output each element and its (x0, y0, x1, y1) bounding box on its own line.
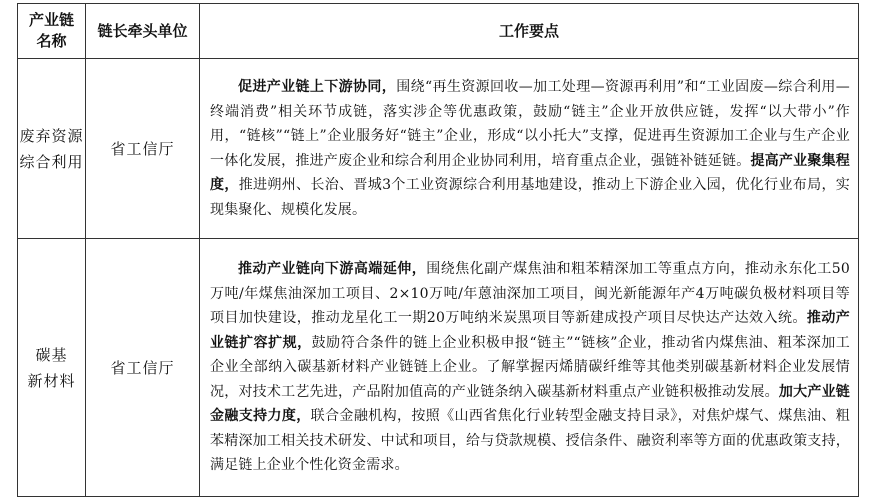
chain-category-line2: 新材料 (27, 371, 76, 390)
lead-unit: 省工信厅 (86, 239, 200, 497)
table-row (18, 239, 859, 497)
bold-heading: 加大产业链金融支持力度， (210, 383, 850, 425)
body-text: 联合金融机构，按照《山西省焦化行业转型金融支持目录》，对焦炉煤气、煤焦油、粗苯精深加工相关技术研发、中试和项目，给与贷款规模、授信条件、融资利率等方面的优惠政策支持，满足链上企业个性化资金需求。 (210, 408, 850, 474)
chain-category (18, 239, 86, 497)
chain-category-line2: 综合利用 (19, 152, 84, 171)
work-points-text (200, 59, 859, 239)
header-row (18, 4, 859, 59)
header-chain-name-line2: 名称 (36, 32, 67, 50)
bold-heading: 推动产业链向下游高端延伸， (238, 261, 427, 278)
chain-category-line1: 废弃资源 (19, 126, 84, 145)
body-text: 鼓励符合条件的链上企业积极申报“链主”“链核”企业，推动省内煤焦油、粗苯深加工企业全部纳入碳基新材料产业链链上企业。了解掌握丙烯腈碳纤维等其他类别碳基新材料企业发展情况，对技术工艺先进，产品附加值高的产业链条纳入碳基新材料重点产业链积极推动发展。 (210, 334, 850, 400)
chain-category-line1: 碳基 (35, 345, 68, 364)
work-points-text (200, 239, 859, 497)
bold-heading: 提高产业聚集程度， (210, 152, 850, 193)
header-chain-name-line1: 产业链 (28, 11, 74, 29)
bold-heading: 促进产业链上下游协同， (238, 79, 397, 95)
body-text: 围绕“再生资源回收—加工处理—资源再利用”和“工业固废—综合利用—终端消费”相关环节成链，落实涉企等优惠政策，鼓励“链主”企业开放供应链，发挥“以大带小”作用，“链核”“链上”企业服务好“链主”企业，形成“以小托大”支撑，促进再生资源加工企业与生产企业一体化发展，推进产废企业和综合利用企业协同利用，培育重点企业，强链补链延链。 (210, 79, 851, 169)
chain-category (18, 59, 86, 239)
header-lead-unit: 链长牵头单位 (86, 4, 200, 59)
work-points-table (17, 3, 859, 497)
body-text: 围绕焦化副产煤焦油和粗苯精深加工等重点方向，推动永东化工50万吨/年煤焦油深加工项目、2×10万吨/年蒽油深加工项目，闽光新能源年产4万吨碳负极材料项目等项目加快建设，推动龙星化工一期20万吨纳米炭黑项目等新建成投产项目尽快达产达效入统。 (210, 261, 850, 327)
bold-heading: 推动产业链扩容扩规， (210, 310, 850, 351)
table-row (18, 59, 859, 239)
header-work-points: 工作要点 (200, 4, 859, 59)
body-text: 推进朔州、长治、晋城3个工业资源综合利用基地建设，推动上下游企业入园，优化行业布局，实现集聚化、规模化发展。 (210, 177, 850, 218)
lead-unit: 省工信厅 (86, 59, 200, 239)
header-chain-name (18, 4, 86, 59)
